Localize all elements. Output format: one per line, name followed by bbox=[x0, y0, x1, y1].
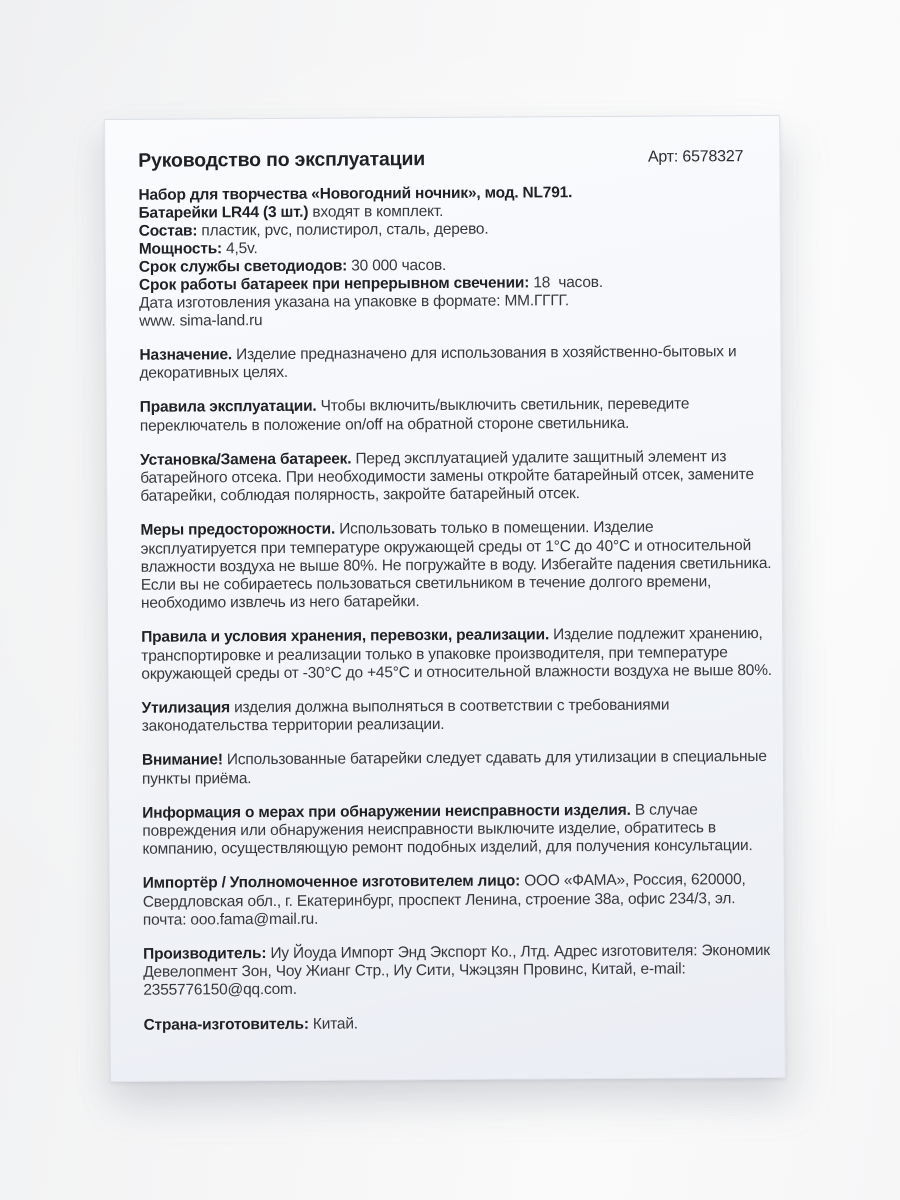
section-country bbox=[143, 1013, 774, 1035]
section-usage-rules bbox=[140, 395, 771, 435]
spec-label: Срок службы светодиодов: bbox=[138, 257, 348, 276]
section-warning bbox=[142, 748, 773, 788]
section-lead: Правила и условия хранения, перевозки, реализации. bbox=[141, 626, 550, 647]
section-lead: Правила эксплуатации. bbox=[139, 398, 317, 417]
section-lead: Производитель: bbox=[143, 945, 267, 963]
section-body: Чтобы включить/выключить светильник, переведите переключатель в положение on/off на обратной стороне светильника. bbox=[139, 395, 690, 435]
section-lead: Меры предосторожности. bbox=[140, 521, 336, 540]
section-malfunction-info bbox=[142, 801, 773, 859]
section-body: ООО «ФАМА», Россия, 620000, Свердловская обл., г. Екатеринбург, проспект Ленина, строение 38а, офис 234/3, эл. почта: ooo.fama@mail.ru. bbox=[142, 871, 746, 929]
spec-label: Срок работы батареек при непрерывном свечении: bbox=[138, 274, 530, 294]
spec-value: 30 000 часов. bbox=[347, 256, 447, 275]
page-title: Руководство по эксплуатации bbox=[138, 148, 426, 172]
page-header bbox=[138, 146, 743, 173]
spec-value: 4,5v. bbox=[221, 240, 258, 258]
section-body: Использовать только в помещении. Изделие эксплуатируется при температуре окружающей среды от 1°С до 40°С и относительной влажности воздуха не выше 80%. Не погружайте в воду. Избегайте падения светильника. Если вы не собираетесь пользоваться светильником в течение долгого времени, необходимо извлечь из него батарейки. bbox=[140, 519, 772, 613]
spec-value: 18 часов. bbox=[529, 273, 603, 292]
section-body: изделия должна выполняться в соответствии с требованиями законодательства территории реализации. bbox=[141, 696, 670, 736]
section-precautions bbox=[140, 518, 772, 613]
section-lead: Утилизация bbox=[141, 699, 231, 717]
section-body: Использованные батарейки следует сдавать для утилизации в специальные пункты приёма. bbox=[141, 748, 767, 788]
section-manufacturer bbox=[143, 942, 774, 1000]
spec-value: Дата изготовления указана на упаковке в формате: ММ.ГГГГ. bbox=[139, 292, 569, 312]
spec-label: Набор для творчества «Новогодний ночник», мод. NL791. bbox=[138, 184, 573, 204]
spec-label: Батарейки LR44 (3 шт.) bbox=[138, 203, 309, 222]
section-storage-rules bbox=[141, 625, 772, 683]
section-disposal bbox=[142, 696, 773, 736]
section-lead: Импортёр / Уполномоченное изготовителем лицо: bbox=[142, 872, 521, 893]
section-lead: Внимание! bbox=[141, 751, 223, 770]
article-number: Арт: 6578327 bbox=[647, 148, 744, 166]
spec-value: пластик, pvc, полистирол, сталь, дерево. bbox=[197, 220, 489, 240]
section-lead: Назначение. bbox=[139, 346, 233, 364]
product-specs bbox=[138, 183, 770, 331]
section-lead: Страна-изготовитель: bbox=[143, 1015, 309, 1034]
section-importer bbox=[143, 871, 774, 929]
spec-value: входят в комплект. bbox=[308, 202, 444, 221]
spec-label: Состав: bbox=[138, 222, 198, 240]
section-lead: Информация о мерах при обнаружении неисправности изделия. bbox=[142, 801, 631, 822]
spec-label: Мощность: bbox=[138, 240, 223, 258]
section-purpose bbox=[139, 343, 770, 383]
section-body: Изделие предназначено для использования в хозяйственно-бытовых и декоративных целях. bbox=[139, 343, 737, 382]
spec-value: www. sima-land.ru bbox=[139, 312, 263, 330]
section-lead: Установка/Замена батареек. bbox=[140, 450, 352, 469]
section-body: Иу Йоуда Импорт Энд Экспорт Ко., Лтд. Адрес изготовителя: Экономик Девелопмент Зон, Чоу Жианг Стр., Иу Сити, Чжэцзян Провинс, Китай, e-mail: 2355776150@qq.com. bbox=[143, 942, 770, 1000]
section-body: В случае повреждения или обнаружения неисправности выключите изделие, обратитесь в компанию, осуществляющую ремонт подобных изделий, для получения консультации. bbox=[142, 801, 753, 859]
spec-line-website bbox=[139, 309, 770, 331]
section-body: Перед эксплуатацией удалите защитный элемент из батарейного отсека. При необходимости замены откройте батарейный отсек, замените батарейки, соблюдая полярность, закройте батарейный отсек. bbox=[140, 448, 754, 506]
section-body: Китай. bbox=[308, 1015, 358, 1033]
section-battery-install bbox=[140, 448, 771, 506]
manual-page bbox=[104, 115, 786, 1082]
section-body: Изделие подлежит хранению, транспортировке и реализации только в упаковке производителя, при температуре окружающей среды от -30°С до +45°С и относительной влажности воздуха не выше 80%. bbox=[141, 625, 772, 683]
